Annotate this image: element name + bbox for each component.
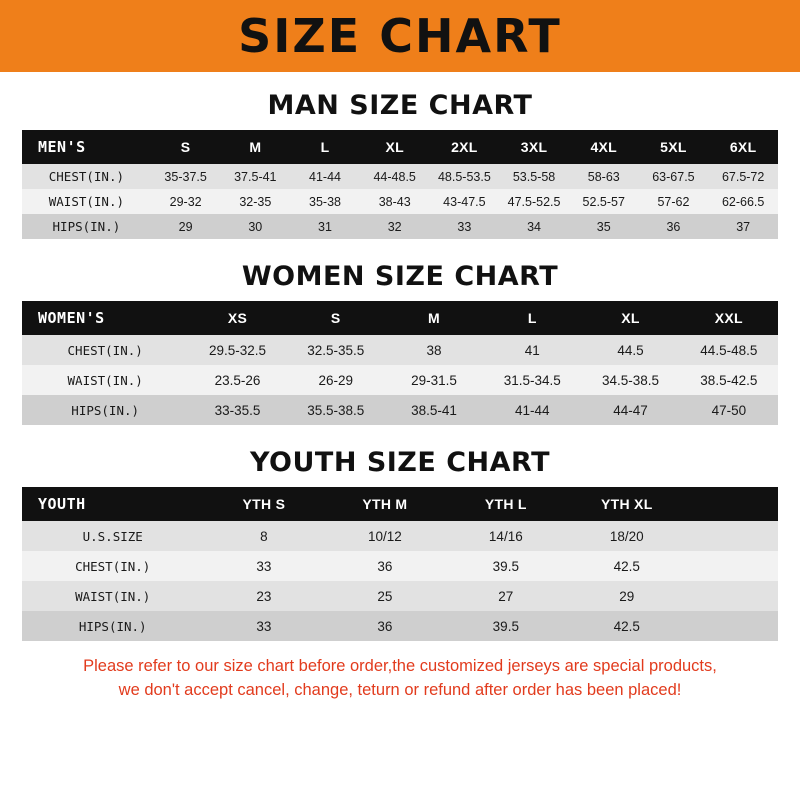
youth-chest-s: 33 [203,551,324,581]
man-header-label: MEN'S [22,130,151,164]
man-chest-3xl: 53.5-58 [499,164,569,189]
youth-header-s: YTH S [203,487,324,521]
man-hips-4xl: 35 [569,214,639,239]
women-waist-xl: 34.5-38.5 [581,365,679,395]
man-hips-5xl: 36 [639,214,709,239]
youth-header-xl: YTH XL [566,487,687,521]
table-row [22,581,778,611]
youth-hips-l: 39.5 [445,611,566,641]
women-header-label: WOMEN'S [22,301,188,335]
youth-waist-m: 25 [324,581,445,611]
man-chest-5xl: 63-67.5 [639,164,709,189]
women-hips-xl: 44-47 [581,395,679,425]
women-chest-m: 38 [385,335,483,365]
man-hips-6xl: 37 [708,214,778,239]
man-hips-s: 29 [151,214,221,239]
table-row [22,365,778,395]
table-row [22,335,778,365]
women-header-m: M [385,301,483,335]
youth-waist-xl: 29 [566,581,687,611]
man-waist-3xl: 47.5-52.5 [499,189,569,214]
table-row [22,611,778,641]
man-chest-l: 41-44 [290,164,360,189]
women-header-s: S [287,301,385,335]
man-hips-l: 31 [290,214,360,239]
man-hips-xl: 32 [360,214,430,239]
youth-row-hips-label: HIPS(IN.) [22,611,203,641]
youth-waist-l: 27 [445,581,566,611]
table-header-row [22,487,778,521]
man-header-6xl: 6XL [708,130,778,164]
women-chest-s: 32.5-35.5 [287,335,385,365]
man-hips-3xl: 34 [499,214,569,239]
man-chest-4xl: 58-63 [569,164,639,189]
table-row [22,521,778,551]
youth-section-title: YOUTH SIZE CHART [249,447,551,478]
man-chest-s: 35-37.5 [151,164,221,189]
youth-chest-spacer [687,551,778,581]
youth-hips-xl: 42.5 [566,611,687,641]
man-waist-2xl: 43-47.5 [430,189,500,214]
man-hips-m: 30 [220,214,290,239]
women-chest-xxl: 44.5-48.5 [680,335,778,365]
women-header-xl: XL [581,301,679,335]
youth-ussize-spacer [687,521,778,551]
man-waist-l: 35-38 [290,189,360,214]
youth-hips-spacer [687,611,778,641]
table-header-row [22,130,778,164]
man-section-title: MAN SIZE CHART [267,90,533,121]
man-waist-5xl: 57-62 [639,189,709,214]
man-chest-2xl: 48.5-53.5 [430,164,500,189]
women-size-table [22,301,778,425]
man-row-waist-label: WAIST(IN.) [22,189,151,214]
women-hips-xxl: 47-50 [680,395,778,425]
man-waist-s: 29-32 [151,189,221,214]
table-row [22,164,778,189]
youth-hips-m: 36 [324,611,445,641]
man-header-4xl: 4XL [569,130,639,164]
women-hips-xs: 33-35.5 [188,395,286,425]
man-row-chest-label: CHEST(IN.) [22,164,151,189]
page-banner [0,0,800,72]
man-chest-xl: 44-48.5 [360,164,430,189]
youth-chest-m: 36 [324,551,445,581]
youth-header-label: YOUTH [22,487,203,521]
table-header-row [22,301,778,335]
footer-note-line-1: Please refer to our size chart before order,the customized jerseys are special products, [83,657,717,675]
man-hips-2xl: 33 [430,214,500,239]
youth-row-waist-label: WAIST(IN.) [22,581,203,611]
women-chest-xs: 29.5-32.5 [188,335,286,365]
table-row [22,214,778,239]
man-row-hips-label: HIPS(IN.) [22,214,151,239]
youth-waist-spacer [687,581,778,611]
youth-ussize-s: 8 [203,521,324,551]
women-waist-xxl: 38.5-42.5 [680,365,778,395]
man-header-s: S [151,130,221,164]
table-row [22,551,778,581]
women-row-waist-label: WAIST(IN.) [22,365,188,395]
man-header-m: M [220,130,290,164]
youth-chest-xl: 42.5 [566,551,687,581]
women-hips-l: 41-44 [483,395,581,425]
man-chest-m: 37.5-41 [220,164,290,189]
youth-row-ussize-label: U.S.SIZE [22,521,203,551]
women-waist-l: 31.5-34.5 [483,365,581,395]
footer-note-line-2: we don't accept cancel, change, teturn or refund after order has been placed! [118,680,682,699]
man-header-3xl: 3XL [499,130,569,164]
youth-chest-l: 39.5 [445,551,566,581]
man-chest-6xl: 67.5-72 [708,164,778,189]
women-row-hips-label: HIPS(IN.) [22,395,188,425]
women-header-xxl: XXL [680,301,778,335]
youth-ussize-xl: 18/20 [566,521,687,551]
table-row [22,189,778,214]
women-waist-xs: 23.5-26 [188,365,286,395]
chart-content [0,90,800,703]
page-title: SIZE CHART [238,9,562,63]
man-header-xl: XL [360,130,430,164]
youth-size-table [22,487,778,641]
women-waist-m: 29-31.5 [385,365,483,395]
youth-hips-s: 33 [203,611,324,641]
youth-header-l: YTH L [445,487,566,521]
man-waist-6xl: 62-66.5 [708,189,778,214]
man-header-5xl: 5XL [639,130,709,164]
man-header-l: L [290,130,360,164]
footer-note [22,655,778,703]
man-waist-xl: 38-43 [360,189,430,214]
women-header-l: L [483,301,581,335]
man-size-table [22,130,778,239]
man-waist-4xl: 52.5-57 [569,189,639,214]
women-header-xs: XS [188,301,286,335]
women-hips-m: 38.5-41 [385,395,483,425]
women-chest-xl: 44.5 [581,335,679,365]
women-chest-l: 41 [483,335,581,365]
youth-ussize-l: 14/16 [445,521,566,551]
man-header-2xl: 2XL [430,130,500,164]
youth-header-spacer [687,487,778,521]
youth-row-chest-label: CHEST(IN.) [22,551,203,581]
youth-waist-s: 23 [203,581,324,611]
women-section-title: WOMEN SIZE CHART [241,261,559,292]
women-row-chest-label: CHEST(IN.) [22,335,188,365]
table-row [22,395,778,425]
youth-header-m: YTH M [324,487,445,521]
youth-ussize-m: 10/12 [324,521,445,551]
man-waist-m: 32-35 [220,189,290,214]
women-waist-s: 26-29 [287,365,385,395]
women-hips-s: 35.5-38.5 [287,395,385,425]
